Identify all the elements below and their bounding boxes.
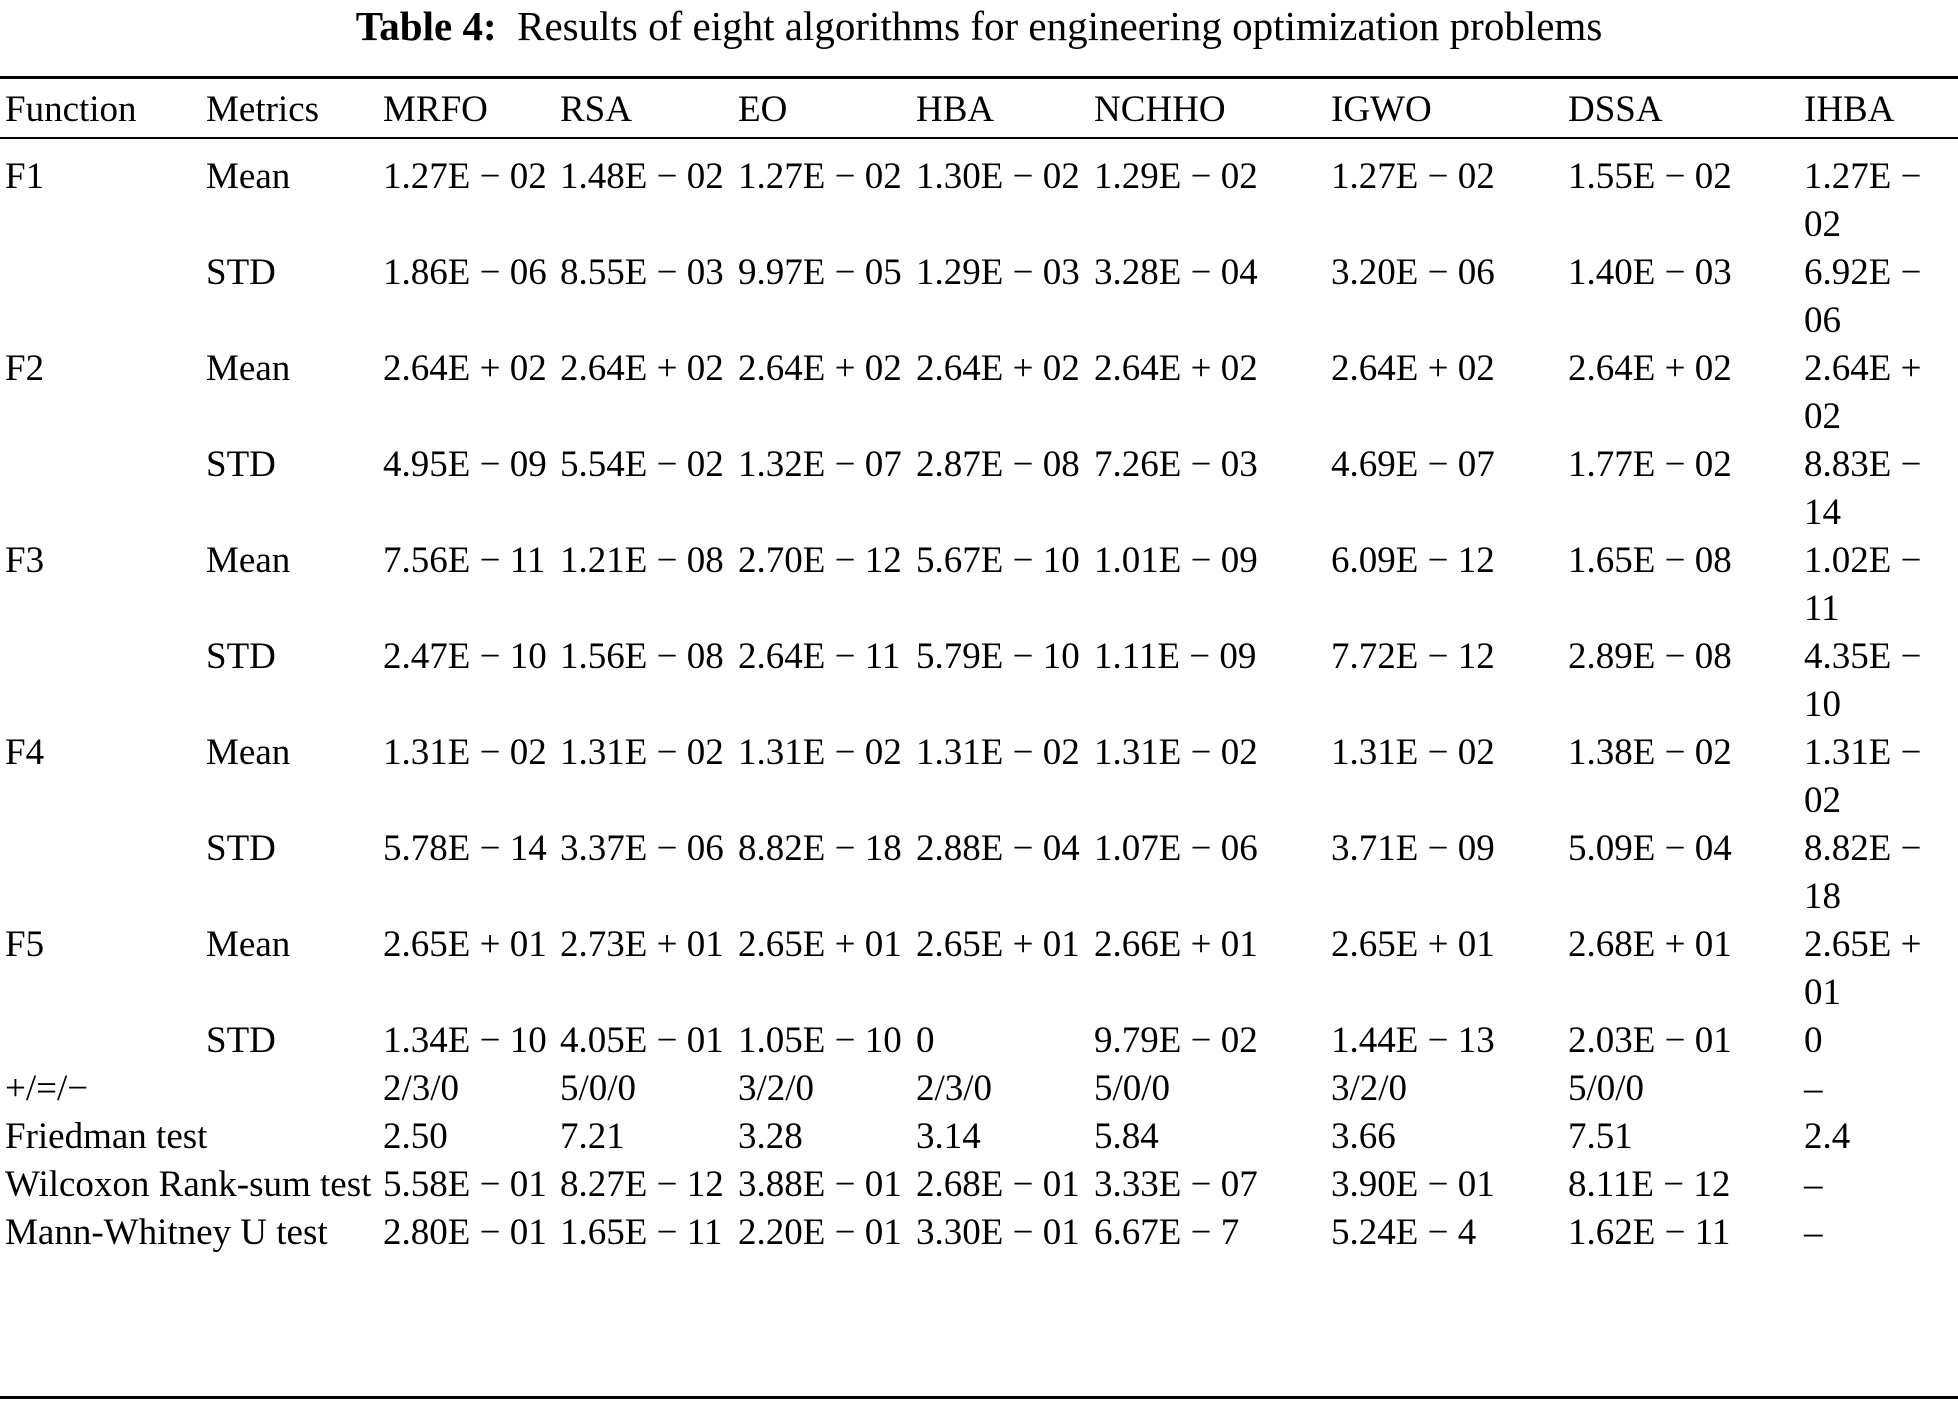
table-cell: 1.40E − 03 xyxy=(1568,252,1732,293)
table-cell: 2.89E − 08 xyxy=(1568,636,1732,677)
table-cell: 1.30E − 02 xyxy=(916,156,1080,197)
table-cell: 1.02E − 11 xyxy=(1804,540,1922,629)
table-row xyxy=(0,1017,1958,1065)
table-cell: 2.64E + 02 xyxy=(1804,348,1922,437)
table-cell: 2.47E − 10 xyxy=(383,636,547,677)
table-cell: 7.26E − 03 xyxy=(1094,444,1258,485)
table-cell xyxy=(0,633,201,729)
table-cell: 1.27E − 02 xyxy=(383,156,547,197)
col-header: MRFO xyxy=(383,89,488,130)
table-cell: 3.20E − 06 xyxy=(1331,252,1495,293)
results-table xyxy=(0,78,1958,1257)
table-cell: 1.62E − 11 xyxy=(1568,1212,1731,1253)
table-row xyxy=(0,921,1958,1017)
table-cell: 2.65E + 01 xyxy=(1804,924,1922,1013)
col-header: RSA xyxy=(560,89,632,130)
table-cell: 5/0/0 xyxy=(560,1068,637,1109)
table-row xyxy=(0,633,1958,729)
table-cell: 6.09E − 12 xyxy=(1331,540,1495,581)
col-header: Function xyxy=(5,89,137,130)
table-cell: 3.71E − 09 xyxy=(1331,828,1495,869)
summary-label: Mann-Whitney U test xyxy=(5,1212,328,1253)
table-cell: 2.88E − 04 xyxy=(916,828,1080,869)
header-row xyxy=(0,78,1958,140)
table-cell: 1.27E − 02 xyxy=(738,156,902,197)
table-cell: F2 xyxy=(5,348,45,389)
table-cell: 2.50 xyxy=(383,1116,448,1157)
table-cell: 5.84 xyxy=(1094,1116,1159,1157)
table-cell: 2.65E + 01 xyxy=(383,924,547,965)
table-cell: 7.51 xyxy=(1568,1116,1633,1157)
table-cell: 6.92E − 06 xyxy=(1804,252,1922,341)
table-cell: STD xyxy=(206,444,276,485)
table-cell: 2.64E − 11 xyxy=(738,636,901,677)
table-cell: 1.31E − 02 xyxy=(738,732,902,773)
table-row xyxy=(0,441,1958,537)
col-header: Metrics xyxy=(206,89,320,130)
table-cell: 2.66E + 01 xyxy=(1094,924,1258,965)
table-cell: 1.56E − 08 xyxy=(560,636,724,677)
table-cell: 1.32E − 07 xyxy=(738,444,902,485)
table-cell: 1.05E − 10 xyxy=(738,1020,902,1061)
table-cell: 7.56E − 11 xyxy=(383,540,546,581)
table-cell: 3/2/0 xyxy=(738,1068,815,1109)
table-cell: F4 xyxy=(5,732,45,773)
table-cell: Mean xyxy=(206,924,291,965)
table-cell: 2.70E − 12 xyxy=(738,540,902,581)
table-cell: 2.68E − 01 xyxy=(916,1164,1080,1205)
table-cell: Mean xyxy=(206,156,291,197)
table-cell: 0 xyxy=(916,1020,935,1061)
table-cell: Mean xyxy=(206,732,291,773)
table-cell: 5.09E − 04 xyxy=(1568,828,1732,869)
table-cell: 4.35E − 10 xyxy=(1804,636,1922,725)
table-cell: 4.69E − 07 xyxy=(1331,444,1495,485)
table-row xyxy=(0,140,1958,249)
col-header: IHBA xyxy=(1804,89,1895,130)
table-cell: 3/2/0 xyxy=(1331,1068,1408,1109)
table-cell: 8.82E − 18 xyxy=(738,828,902,869)
table-cell: 2.73E + 01 xyxy=(560,924,724,965)
table-cell: F5 xyxy=(5,924,45,965)
table-cell: 0 xyxy=(1804,1020,1823,1061)
table-cell: – xyxy=(1804,1212,1823,1253)
table-cell: 2.20E − 01 xyxy=(738,1212,902,1253)
table-cell: 1.86E − 06 xyxy=(383,252,547,293)
table-cell: 1.34E − 10 xyxy=(383,1020,547,1061)
table-row xyxy=(0,825,1958,921)
table-cell: 2.64E + 02 xyxy=(738,348,902,389)
table-cell: 1.38E − 02 xyxy=(1568,732,1732,773)
table-cell: 1.48E − 02 xyxy=(560,156,724,197)
table-cell: 1.07E − 06 xyxy=(1094,828,1258,869)
table-cell: 2/3/0 xyxy=(383,1068,460,1109)
table-cell: 5.58E − 01 xyxy=(383,1164,547,1205)
table-cell: 3.33E − 07 xyxy=(1094,1164,1258,1205)
summary-label: +/=/− xyxy=(5,1068,89,1109)
table-cell: F1 xyxy=(5,156,45,197)
table-cell: 1.29E − 03 xyxy=(916,252,1080,293)
table-cell: 1.31E − 02 xyxy=(560,732,724,773)
table-cell: 5.67E − 10 xyxy=(916,540,1080,581)
table-cell: 2/3/0 xyxy=(916,1068,993,1109)
table-cell: 1.21E − 08 xyxy=(560,540,724,581)
table-cell: 3.28 xyxy=(738,1116,803,1157)
table-cell: 1.65E − 11 xyxy=(560,1212,723,1253)
table-cell: 1.01E − 09 xyxy=(1094,540,1258,581)
table-cell xyxy=(0,249,201,345)
summary-label: Wilcoxon Rank-sum test xyxy=(5,1164,372,1205)
table-cell: F3 xyxy=(5,540,45,581)
table-cell: 1.31E − 02 xyxy=(1804,732,1922,821)
table-cell: Mean xyxy=(206,348,291,389)
bottom-rule xyxy=(0,1396,1958,1399)
table-cell xyxy=(0,825,201,921)
table-cell: 3.90E − 01 xyxy=(1331,1164,1495,1205)
table-cell xyxy=(0,1017,201,1065)
caption-text: Results of eight algorithms for engineering optimization problems xyxy=(517,3,1603,49)
col-header: IGWO xyxy=(1331,89,1432,130)
table-cell: STD xyxy=(206,636,276,677)
table-cell: 2.64E + 02 xyxy=(560,348,724,389)
table-cell: 4.05E − 01 xyxy=(560,1020,724,1061)
table-cell: 1.29E − 02 xyxy=(1094,156,1258,197)
table-cell: 2.87E − 08 xyxy=(916,444,1080,485)
table-cell: 5.79E − 10 xyxy=(916,636,1080,677)
table-cell: 1.31E − 02 xyxy=(916,732,1080,773)
table-cell: 1.31E − 02 xyxy=(1094,732,1258,773)
table-cell: 1.77E − 02 xyxy=(1568,444,1732,485)
table-cell: 5.24E − 4 xyxy=(1331,1212,1477,1253)
table-cell: 5.78E − 14 xyxy=(383,828,547,869)
table-cell: 8.82E − 18 xyxy=(1804,828,1922,917)
table-cell: 7.21 xyxy=(560,1116,625,1157)
summary-row xyxy=(0,1065,1958,1113)
table-cell: 2.80E − 01 xyxy=(383,1212,547,1253)
table-cell: 1.65E − 08 xyxy=(1568,540,1732,581)
table-cell: Mean xyxy=(206,540,291,581)
table-cell: STD xyxy=(206,828,276,869)
table-row xyxy=(0,537,1958,633)
table-cell: 4.95E − 09 xyxy=(383,444,547,485)
col-header: DSSA xyxy=(1568,89,1663,130)
table-cell: 3.28E − 04 xyxy=(1094,252,1258,293)
col-header: EO xyxy=(738,89,788,130)
table-cell: 3.30E − 01 xyxy=(916,1212,1080,1253)
table-cell: 8.83E − 14 xyxy=(1804,444,1922,533)
table-cell: 3.37E − 06 xyxy=(560,828,724,869)
table-cell: – xyxy=(1804,1164,1823,1205)
table-body xyxy=(0,140,1958,1257)
table-cell: 5/0/0 xyxy=(1094,1068,1171,1109)
table-cell: 7.72E − 12 xyxy=(1331,636,1495,677)
col-header: HBA xyxy=(916,89,995,130)
summary-row xyxy=(0,1209,1958,1257)
table-cell: 1.31E − 02 xyxy=(1331,732,1495,773)
table-cell: 2.64E + 02 xyxy=(383,348,547,389)
table-cell: 2.64E + 02 xyxy=(916,348,1080,389)
table-cell: 1.55E − 02 xyxy=(1568,156,1732,197)
table-cell: 2.4 xyxy=(1804,1116,1851,1157)
col-header: NCHHO xyxy=(1094,89,1226,130)
table-cell: 8.11E − 12 xyxy=(1568,1164,1731,1205)
table-cell: 2.65E + 01 xyxy=(738,924,902,965)
table-cell: STD xyxy=(206,1020,276,1061)
table-cell: 8.27E − 12 xyxy=(560,1164,724,1205)
table-cell: 9.79E − 02 xyxy=(1094,1020,1258,1061)
table-cell: 2.64E + 02 xyxy=(1331,348,1495,389)
table-cell: 2.64E + 02 xyxy=(1568,348,1732,389)
table-cell: 8.55E − 03 xyxy=(560,252,724,293)
table-cell: 2.64E + 02 xyxy=(1094,348,1258,389)
table-cell: 2.68E + 01 xyxy=(1568,924,1732,965)
table-row xyxy=(0,729,1958,825)
summary-row xyxy=(0,1113,1958,1161)
table-cell: 2.65E + 01 xyxy=(916,924,1080,965)
table-cell: 5/0/0 xyxy=(1568,1068,1645,1109)
table-cell: 6.67E − 7 xyxy=(1094,1212,1240,1253)
table-row xyxy=(0,249,1958,345)
table-cell: 3.14 xyxy=(916,1116,981,1157)
table-cell: 1.44E − 13 xyxy=(1331,1020,1495,1061)
table-caption xyxy=(0,2,1958,50)
table-cell: 5.54E − 02 xyxy=(560,444,724,485)
table-cell: 2.03E − 01 xyxy=(1568,1020,1732,1061)
table-cell: 2.65E + 01 xyxy=(1331,924,1495,965)
table-cell: – xyxy=(1804,1068,1823,1109)
caption-label: Table 4: xyxy=(355,3,497,49)
table-cell: 1.31E − 02 xyxy=(383,732,547,773)
table-cell: 3.66 xyxy=(1331,1116,1396,1157)
table-cell: 3.88E − 01 xyxy=(738,1164,902,1205)
table-cell: 9.97E − 05 xyxy=(738,252,902,293)
table-cell: 1.11E − 09 xyxy=(1094,636,1257,677)
table-cell xyxy=(0,441,201,537)
table-cell: STD xyxy=(206,252,276,293)
table-cell: 1.27E − 02 xyxy=(1331,156,1495,197)
summary-label: Friedman test xyxy=(5,1116,208,1157)
summary-row xyxy=(0,1161,1958,1209)
table-cell: 1.27E − 02 xyxy=(1804,156,1922,245)
table-row xyxy=(0,345,1958,441)
